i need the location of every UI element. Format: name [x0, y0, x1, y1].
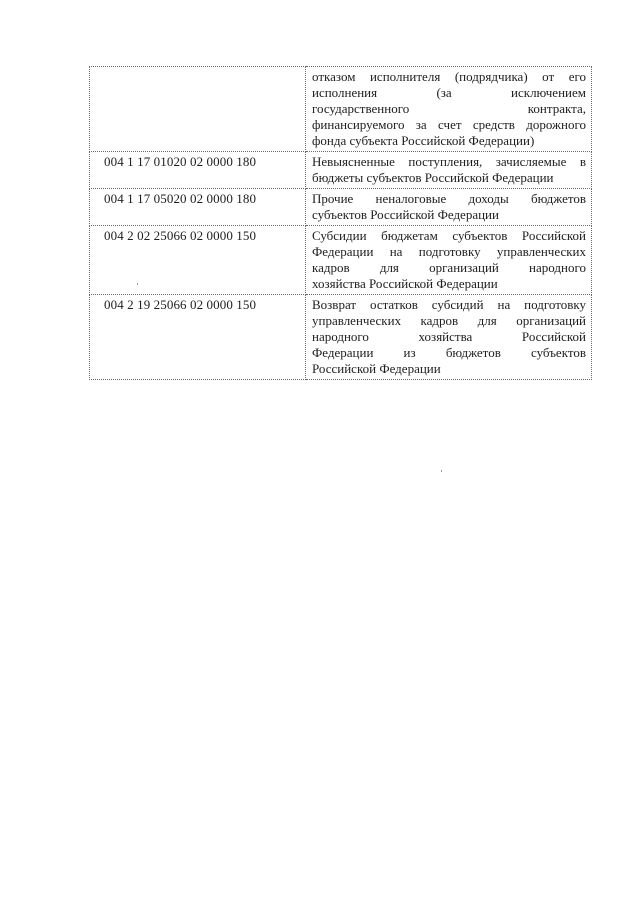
code-cell: 004 2 19 25066 02 0000 150 [90, 295, 306, 380]
description-line: финансируемого за счет средств дорожного [312, 117, 586, 132]
code-cell: 004 1 17 05020 02 0000 180 [90, 189, 306, 226]
description-line: Российской Федерации [312, 361, 441, 376]
description-line: Федерации на подготовку управленческих [312, 244, 586, 259]
budget-code-table [89, 66, 592, 380]
description-line: фонда субъекта Российской Федерации) [312, 133, 535, 148]
description-line: отказом исполнителя (подрядчика) от его [312, 69, 586, 84]
description-line: государственного контракта, [312, 101, 586, 116]
description-cell [306, 67, 592, 152]
description-line: Прочие неналоговые доходы бюджетов [312, 191, 586, 206]
code-cell [90, 67, 306, 152]
table-row [90, 67, 592, 152]
code-cell: 004 1 17 01020 02 0000 180 [90, 152, 306, 189]
description-cell [306, 226, 592, 295]
description-line: бюджеты субъектов Российской Федерации [312, 170, 554, 185]
description-line: исполнения (за исключением [312, 85, 586, 100]
description-line: субъектов Российской Федерации [312, 207, 499, 222]
table-row [90, 189, 592, 226]
description-line: Федерации из бюджетов субъектов [312, 345, 586, 360]
table-row [90, 226, 592, 295]
scan-speck [137, 283, 138, 285]
table-row [90, 152, 592, 189]
code-cell: 004 2 02 25066 02 0000 150 [90, 226, 306, 295]
description-line: Возврат остатков субсидий на подготовку [312, 297, 586, 312]
description-cell [306, 152, 592, 189]
description-line: Субсидии бюджетам субъектов Российской [312, 228, 586, 243]
table-row [90, 295, 592, 380]
description-line: хозяйства Российской Федерации [312, 276, 498, 291]
description-line: кадров для организаций народного [312, 260, 586, 275]
description-line: управленческих кадров для организаций [312, 313, 586, 328]
description-line: Невыясненные поступления, зачисляемые в [312, 154, 586, 169]
description-cell [306, 295, 592, 380]
description-cell [306, 189, 592, 226]
scan-speck [441, 470, 442, 472]
description-line: народного хозяйства Российской [312, 329, 586, 344]
